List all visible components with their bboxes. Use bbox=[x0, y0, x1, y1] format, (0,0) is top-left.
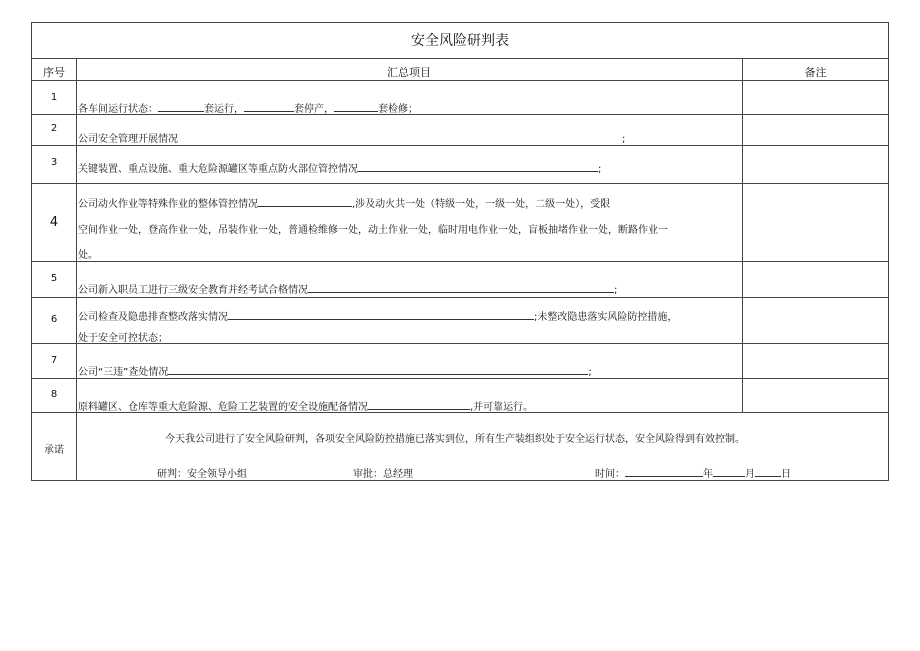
header-remark: 备注 bbox=[804, 66, 827, 79]
row-8-text: 原料罐区、仓库等重大危险源、危险工艺装置的安全设施配备情况 ,并可靠运行。 bbox=[78, 398, 533, 413]
row-divider bbox=[32, 145, 888, 146]
blank-field bbox=[228, 309, 534, 320]
row-number: 7 bbox=[50, 355, 58, 366]
header-seq: 序号 bbox=[43, 66, 65, 79]
blank-field bbox=[168, 364, 588, 375]
row-number: 2 bbox=[50, 123, 58, 134]
row-2-text: 公司安全管理开展情况 ; bbox=[78, 134, 626, 145]
header-summary: 汇总项目 bbox=[387, 66, 431, 79]
approve-signature: 审批：总经理 bbox=[353, 469, 413, 480]
row-number: 8 bbox=[50, 389, 58, 400]
risk-assessment-form bbox=[31, 22, 889, 481]
row-6-line-1: 公司检查及隐患排查整改落实情况 ;未整改隐患落实风险防控措施， bbox=[78, 308, 677, 323]
blank-field bbox=[368, 399, 470, 410]
row-4-line-2: 空间作业一处，登高作业一处，吊装作业一处，普通检维修一处，动土作业一处，临时用电作业一处，盲板抽堵作业一处，断路作业一 bbox=[78, 225, 668, 236]
row-number: 5 bbox=[50, 273, 58, 284]
row-7-text: 公司“三违”查处情况 ; bbox=[78, 363, 592, 378]
blank-field bbox=[308, 282, 614, 293]
row-divider bbox=[32, 261, 888, 262]
row-1-text: 各车间运行状态： 套运行， 套停产， 套检修； bbox=[78, 100, 418, 115]
row-6-line-2: 处于安全可控状态； bbox=[78, 333, 168, 344]
form-title: 安全风险研判表 bbox=[32, 23, 888, 59]
row-5-text: 公司新入职员工进行三级安全教育并经考试合格情况 ; bbox=[78, 281, 617, 296]
assessment-date: 时间： 年 月 日 bbox=[595, 465, 791, 480]
blank-field bbox=[713, 466, 745, 477]
row-divider bbox=[32, 297, 888, 298]
blank-field bbox=[158, 101, 204, 112]
blank-field bbox=[244, 101, 294, 112]
row-3-text: 关键装置、重点设施、重大危险源罐区等重点防火部位管控情况 ; bbox=[78, 160, 601, 175]
judge-signature: 研判：安全领导小组 bbox=[157, 469, 247, 480]
row-number: 4 bbox=[49, 215, 59, 230]
row-divider bbox=[32, 378, 888, 379]
row-number: 6 bbox=[50, 314, 58, 325]
blank-field bbox=[334, 101, 378, 112]
row-number: 3 bbox=[50, 157, 58, 168]
row-4-line-3: 处。 bbox=[78, 250, 98, 261]
col-divider-seq bbox=[76, 59, 77, 480]
blank-field bbox=[755, 466, 781, 477]
row-number: 1 bbox=[50, 92, 58, 103]
commitment-label: 承诺 bbox=[44, 445, 64, 456]
commitment-statement: 今天我公司进行了安全风险研判，各项安全风险防控措施已落实到位，所有生产装组织处于安全运行状态，安全风险得到有效控制。 bbox=[165, 434, 745, 445]
blank-field bbox=[358, 161, 598, 172]
row-divider bbox=[32, 80, 888, 81]
row-4-line-1: 公司动火作业等特殊作业的整体管控情况 ,涉及动火共一处（特级一处，一级一处，二级一处），受限 bbox=[78, 195, 610, 210]
blank-field bbox=[258, 196, 352, 207]
row-divider bbox=[32, 183, 888, 184]
col-divider-remark bbox=[742, 59, 743, 412]
blank-field bbox=[625, 466, 703, 477]
